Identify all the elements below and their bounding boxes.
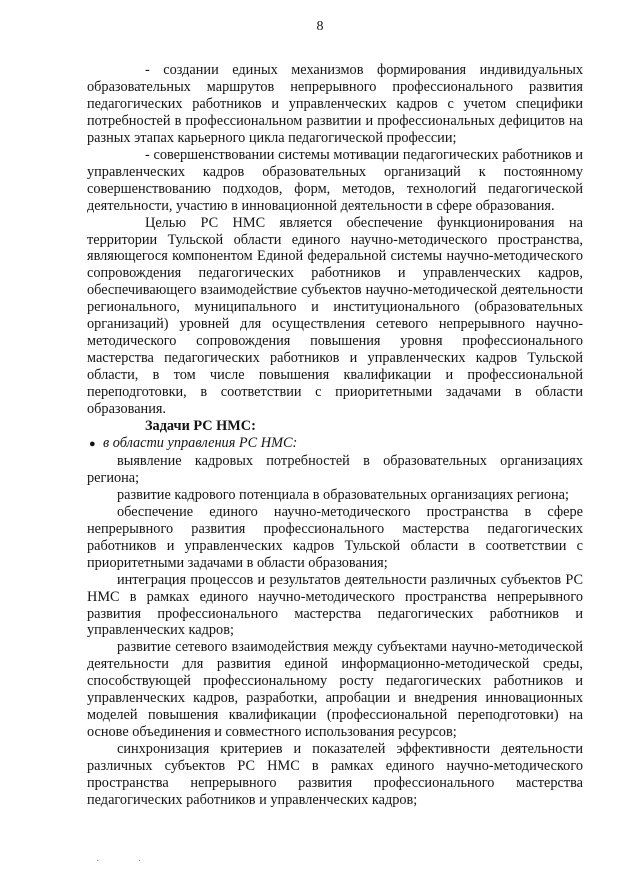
management-bullet-label: в области управления РС НМС: bbox=[103, 434, 298, 451]
paragraph-item-1: - создании единых механизмов формирования индивидуальных образовательных маршрутов непрерывного профессионального развития педагогических работников и управленческих кадров с учетом специфики потребностей в профессиональном развитии и профессиональных дефицитов на разных этапах карьерного цикла педагогической профессии; bbox=[87, 62, 583, 146]
page-number: 8 bbox=[316, 19, 324, 34]
management-bullet bbox=[87, 435, 583, 453]
task-item-5: развитие сетевого взаимодействия между субъектами научно-методической деятельности для развития единой информационно-методической среды, способствующей профессиональному росту педагогических работников и управленческих кадров, разработки, апробации и внедрения инновационных моделей повышения квалификации (профессиональной переподготовки) на основе объединения и совместного использования ресурсов; bbox=[87, 639, 583, 741]
paragraph-item-2: - совершенствовании системы мотивации педагогических работников и управленческих кадров образовательных организаций к постоянному совершенствованию подходов, форм, методов, технологий педагогической деятельности, участию в инновационной деятельности в сфере образования. bbox=[87, 146, 583, 214]
task-item-6: синхронизация критериев и показателей эффективности деятельности различных субъектов РС НМС в рамках единого научно-методического пространства непрерывного развития профессионального мастерства педагогических работников и управленческих кадров; bbox=[87, 741, 583, 808]
scan-specks: · · bbox=[96, 856, 160, 867]
task-item-3: обеспечение единого научно-методического пространства в сфере непрерывного развития профессионального мастерства педагогических работников и управленческих кадров Тульской области в соответствии с приоритетными задачами в области образования; bbox=[87, 503, 583, 571]
task-item-4: интеграция процессов и результатов деятельности различных субъектов РС НМС в рамках единого научно-методического пространства непрерывного развития профессионального мастерства педагогических работников и управленческих кадров; bbox=[87, 571, 583, 639]
document-body bbox=[87, 62, 583, 809]
goal-paragraph: Целью РС НМС является обеспечение функционирования на территории Тульской области единого научно-методического пространства, являющегося компонентом Единой федеральной системы научно-методического сопровождения педагогических работников и управленческих кадров, обеспечивающего взаимодействие субъектов научно-методической деятельности регионального, муниципального и институционального (образовательных организаций) уровней для осуществления сетевого непрерывного научно-методического сопровождения повышения уровня профессионального мастерства педагогических работников и управленческих кадров Тульской области, в том числе повышения квалификации и профессиональной переподготовки, в соответствии с приоритетными задачами в области образования. bbox=[87, 214, 583, 418]
task-item-2: развитие кадрового потенциала в образовательных организациях региона; bbox=[117, 486, 569, 503]
task-item-1: выявление кадровых потребностей в образовательных организациях региона; bbox=[87, 452, 583, 486]
tasks-heading: Задачи РС НМС: bbox=[145, 418, 256, 435]
bullet-dot-icon: ● bbox=[89, 437, 96, 450]
